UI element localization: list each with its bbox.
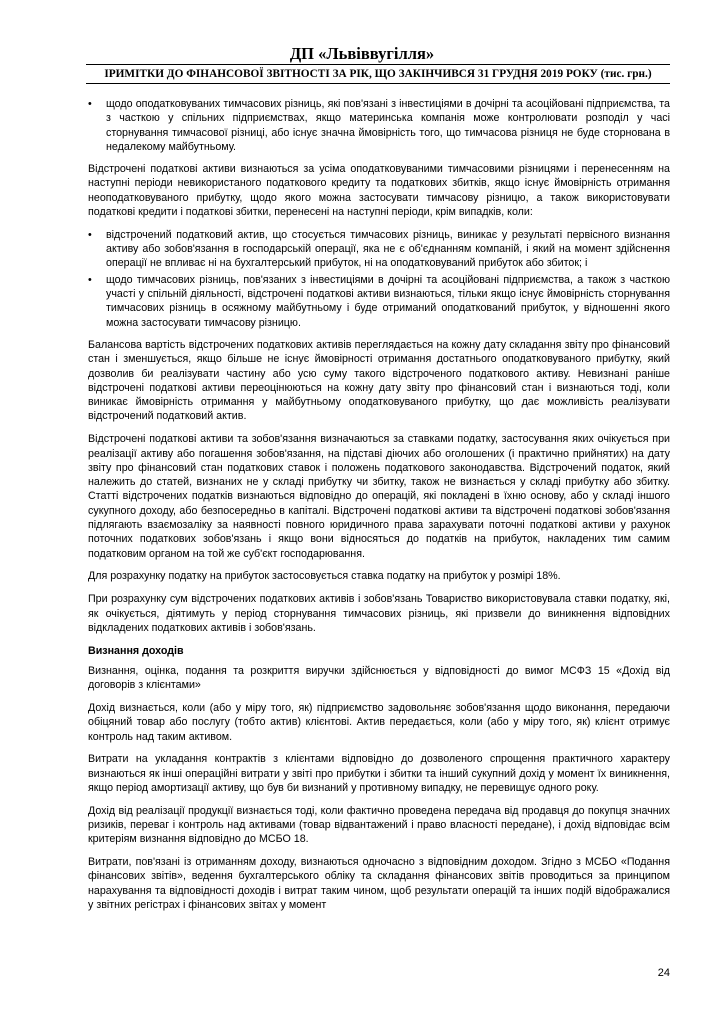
paragraph: Відстрочені податкові активи та зобов'язання визначаються за ставками податку, застосування яких очікується при реалізації активу або погашення зобов'язання, на підставі діючих або оголошених (і практично прийнятих) на дату звіту про фінансовий стан податкових ставок і положень податкового законодавства. Відстрочений податок, який належить до статей, визнаних не у складі прибутку чи збитку, також не визнається у складі прибутку або збитку. Статті відстрочених податків визнаються відповідно до операцій, які покладені в їхню основу, або у складі іншого сукупного доходу, або безпосередньо в капіталі. Відстрочені податкові активи та відстрочені податкові зобов'язання підлягають взаємозаліку за наявності повного юридичного права зарахувати поточні податкові активи у рахунок поточних податкових зобов'язань і якщо вони відносяться до податків на прибуток, накладених тим самим податковим органом на той же суб'єкт господарювання. [88,433,670,560]
paragraph: Дохід від реалізації продукції визнається тоді, коли фактично проведена передача від продавця до покупця значних ризиків, переваг і контроль над активами (товар відвантажений і право власності передане), і дохід відповідає всім критеріям визнання відповідно до МСБО 18. [88,804,670,846]
bullet-icon: • [88,98,92,110]
page-content [88,97,670,921]
list-item-text: щодо оподатковуваних тимчасових різниць, які пов'язані з інвестиціями в дочірні та асоційовані підприємства, та з часткою у спільних підприємствах, якщо материнська компанія може контролювати розподіл у часі сторнування тимчасової різниці, або існує значна ймовірність того, що тимчасова різниця не буде сторнована в недалекому майбутньому. [106,98,670,153]
paragraph: При розрахунку сум відстрочених податкових активів і зобов'язань Товариство використовувала ставки податку, які, як очікується, діятимуть у період сторнування тимчасових різниць, які призвели до виникнення відповідних відкладених податкових активів і зобов'язань. [88,593,670,634]
paragraph: Витрати, пов'язані із отриманням доходу, визнаються одночасно з відповідним доходом. Згідно з МСБО «Подання фінансових звітів», ведення бухгалтерського обліку та складання фінансових звітів проводиться за принципом нарахування та відповідності доходів і витрат таким чином, щоб результати операцій та інших подій відображалися у звітних регістрах і фінансових звітах у момент [88,856,670,912]
paragraph: Визнання, оцінка, подання та розкриття виручки здійснюється у відповідності до вимог МСФЗ 15 «Дохід від договорів з клієнтами» [88,664,670,692]
bullet-icon: • [88,228,92,241]
header-top-rule [86,64,670,65]
list-item [88,97,670,154]
paragraph: Витрати на укладання контрактів з клієнтами відповідно до дозволеного спрощення практичного характеру визнаються як інші операційні витрати у звіті про прибутки і збитки та інший сукупний дохід у момент їх виникнення, якщо період амортизації активу, що був би визнаний у противному випадку, не перевищує одного року. [88,753,670,794]
company-title: ДП «Львіввугілля» [289,44,435,63]
report-subtitle: ІРИМІТКИ ДО ФІНАНСОВОЇ ЗВІТНОСТІ ЗА РІК, ЩО ЗАКІНЧИВСЯ 31 ГРУДНЯ 2019 РОКУ (тис. грн.) [104,68,652,80]
paragraph: Дохід визнається, коли (або у міру того, як) підприємство задовольняє зобов'язання щодо виконання, передаючи обіцяний товар або послугу (тобто актив) клієнтові. Актив передається, коли (або у міру того, як) клієнт отримує контроль над таким активом. [88,701,670,743]
bullet-list-top [88,97,670,154]
list-item-text: щодо тимчасових різниць, пов'язаних з інвестиціями в дочірні та асоційовані підприємства, а також з часткою участі у спільній діяльності, відстрочені податкові активи визнаються, тільки якщо існує ймовірність сторнування тимчасових різниць в осяжному майбутньому і буде отриманий оподаткований прибуток, у відношенні якого можна застосувати тимчасову різницю. [106,273,670,329]
list-item-text: відстрочений податковий актив, що стосується тимчасових різниць, виникає у результаті первісного визнання активу або зобов'язання в господарській операції, яка не є об'єднанням компаній, і який на момент здійснення операції не впливає ні на бухгалтерський прибуток, ні на оподатковуваний прибуток або збиток; і [106,228,670,270]
section-heading: Визнання доходів [88,644,184,657]
paragraph: Балансова вартість відстрочених податкових активів переглядається на кожну дату складання звіту про фінансовий стан і зменшується, якщо більше не існує ймовірності отримання достатнього оподатковуваного прибутку, який дозволив би реалізувати частину або усю суму такого відстроченого податкового активу. Невизнані раніше відстрочені податкові активи переоцінюються на кожну дату звіту про фінансовий стан і визнаються тоді, коли виникає ймовірність отримання у майбутньому оподатковуваного прибутку, що дає можливість реалізувати відстрочений податковий актив. [88,338,670,423]
list-item [88,228,670,271]
page-number: 24 [657,967,670,979]
paragraph: Для розрахунку податку на прибуток застосовується ставка податку на прибуток у розмірі 18%. [88,570,561,583]
bullet-icon: • [88,273,92,286]
paragraph: Відстрочені податкові активи визнаються за усіма оподатковуваними тимчасовими різницями і перенесенням на наступні періоди невикористаного податкового кредиту та податкових збитків, якщо існує ймовірність отримання неоподатковуваного прибутку, щодо якого можна застосувати тимчасову різницю, а також використовувати податкові кредити і податкові збитки, перенесені на наступні періоди, крім випадків, коли: [88,163,670,219]
header-bottom-rule [86,83,670,84]
list-item [88,273,670,330]
bullet-list-middle [88,228,670,330]
